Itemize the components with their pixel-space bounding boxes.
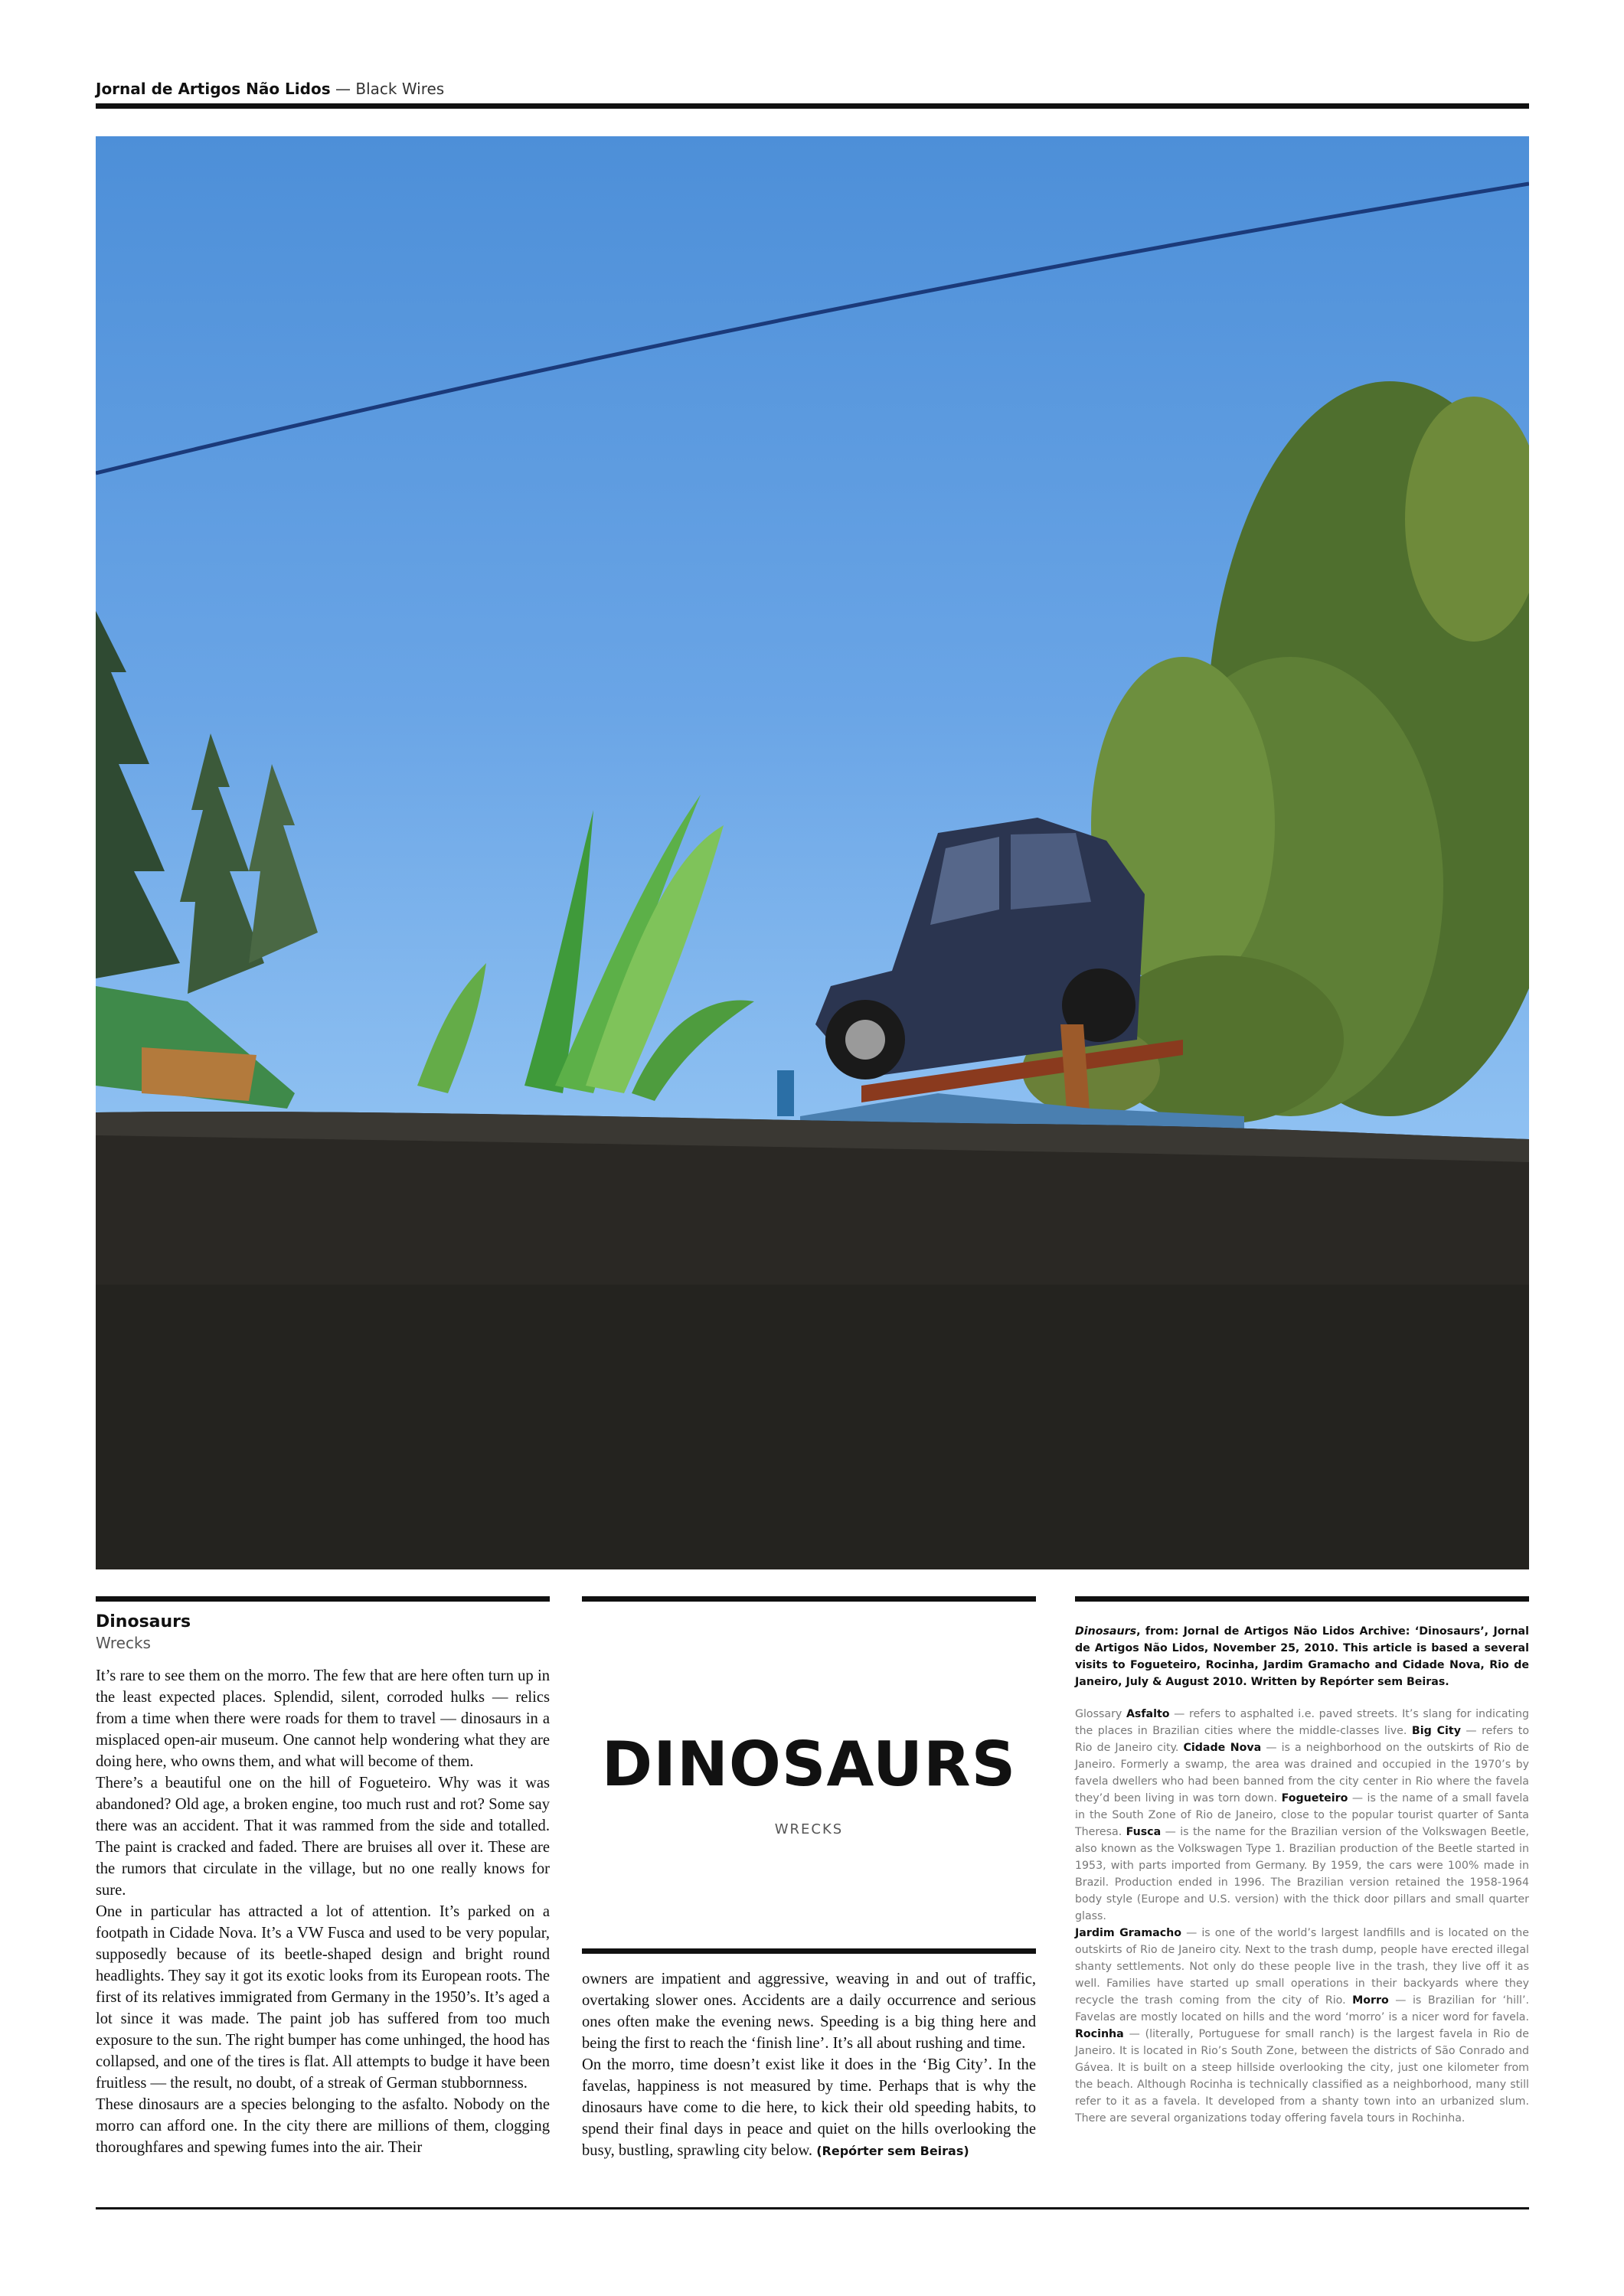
glossary-term: Cidade Nova [1183, 1742, 1262, 1754]
paragraph-with-signature [582, 2054, 1036, 2162]
glossary-definition: — is Brazilian for ‘hill’. Favelas are mostly located on hills and the word ‘morro’ is a nicer word for favela. [1075, 1994, 1529, 2023]
header-rule [96, 103, 1529, 109]
paragraph: It’s rare to see them on the morro. The few that are here often turn up in the least expected places. Splendid, silent, corroded hulks — relics from a time when there were roads for them to travel — dinosaurs in a misplaced open-air museum. One cannot help wondering what they are doing here, who owns them, and what will become of them. [96, 1667, 550, 1770]
article-title: DINOSAURS [601, 1729, 1017, 1800]
glossary-intro: Glossary [1075, 1708, 1122, 1720]
article-column-middle [582, 1968, 1036, 2162]
paragraph: One in particular has attracted a lot of attention. It’s parked on a footpath in Cidade Nova. It’s a VW Fusca and used to be very popular, supposedly because of its beetle-shaped design and bright round headlights. They say it got its exotic looks from its European roots. The first of its relatives immigrated from Germany in the 1950’s. It’s aged a lot since it was made. The paint job has suffered from too much exposure to the sun. The right bumper has come unhinged, the hood has collapsed, and one of the tires is flat. All attempts to budge it have been fruitless — the result, no doubt, of a streak of German stubbornness. [96, 1903, 550, 2092]
journal-name: Jornal de Artigos Não Lidos [96, 80, 331, 98]
glossary-definition: — refers to asphalted i.e. paved streets. It’s slang for indicating the places in Brazilian cities where the middle-classes live. [1075, 1708, 1529, 1737]
paragraph: On the morro, time doesn’t exist like it does in the ‘Big City’. In the favelas, happiness is not measured by time. Perhaps that is why the dinosaurs have come to die here, to kick their old speeding habits, to spend their final days in peace and quiet on the hills overlooking the busy, bustling, sprawling city below. [582, 2056, 1036, 2159]
column-rule-right [1075, 1596, 1529, 1602]
section-name: Black Wires [355, 80, 445, 98]
glossary-definition: — is the name of a small favela in the South Zone of Rio de Janeiro, close to the popular tourist quarter of Santa Theresa. [1075, 1792, 1529, 1838]
column-rule-left [96, 1596, 550, 1602]
glossary-definition: — is the name for the Brazilian version of the Volkswagen Beetle, also known as the Volkswagen Type 1. Brazilian production of the Beetle started in 1953, with parts imported from Germany. By 1959, the cars were 100% made in Brazil. Production ended in 1996. The Brazilian version retained the 1958-1964 body style (Europe and U.S. version) with the thick door pillars and small quarter glass. [1075, 1826, 1529, 1922]
article-column-left [96, 1612, 550, 2158]
glossary-term: Fusca [1126, 1826, 1162, 1838]
glossary-definition: — (literally, Portuguese for small ranch) is the largest favela in Rio de Janeiro. It is located in Rio’s South Zone, between the districts of São Conrado and Gávea. It is built on a steep hillside overlooking the city, just one kilometer from the beach. Although Rocinha is technically classified as a neighborhood, many still refer to it as a favela. It developed from a shanty town into an urbanized slum. There are several organizations today offering favela tours in Rochinha. [1075, 2028, 1529, 2125]
photo-car-on-wall-icon [96, 136, 1529, 1569]
hero-photo [96, 136, 1529, 1569]
author-signature: (Repórter sem Beiras) [816, 2144, 969, 2158]
glossary-definition: — is a neighborhood on the outskirts of Rio de Janeiro. Formerly a swamp, the area was drained and occupied in the 1970’s by favela dwellers who had been banned from the city center in Rio where the favela they’d been living in was torn down. [1075, 1742, 1530, 1804]
glossary-definition: — is one of the world’s largest landfills and is located on the outskirts of Rio de Janeiro city. Next to the trash dump, people have erected illegal shanty settlements. Not only do these people live in the trash, they live off it as well. Families have started up small operations in their backyards where they recycle the trash coming from the city of Rio. [1075, 1927, 1530, 2007]
glossary-block [1075, 1925, 1529, 2127]
column-rule-middle-lower [582, 1948, 1036, 1954]
credit-text: , from: Jornal de Artigos Não Lidos Archive: ‘Dinosaurs’, Jornal de Artigos Não Lidos, November 25, 2010. This article is based a several visits to Fogueteiro, Rocinha, Jardim Gramacho and Cidade Nova, Rio de Janeiro, July & August 2010. Written by Repórter sem Beiras. [1075, 1625, 1529, 1688]
glossary-definition: — refers to Rio de Janeiro city. [1075, 1725, 1529, 1754]
column-rule-middle [582, 1596, 1036, 1602]
article-kicker: Dinosaurs [96, 1612, 191, 1631]
paragraph: owners are impatient and aggressive, weaving in and out of traffic, overtaking slower ones. Accidents are a daily occurrence and serious ones often make the evening news. Speeding is a big thing here and being the first to reach the ‘finish line’. It’s all about rushing and time. [582, 1971, 1036, 2052]
glossary-term: Jardim Gramacho [1075, 1927, 1181, 1939]
header-separator: — [330, 80, 356, 98]
footer-rule [96, 2207, 1529, 2209]
article-kicker-sub: Wrecks [96, 1634, 151, 1652]
glossary-term: Big City [1411, 1725, 1461, 1737]
glossary-term: Fogueteiro [1281, 1792, 1348, 1804]
paragraph: These dinosaurs are a species belonging to the asfalto. Nobody on the morro can afford one. In the city there are millions of them, clogging thoroughfares and spewing fumes into the air. Their [96, 2096, 550, 2156]
article-credit [1075, 1623, 1529, 1690]
article-subtitle: WRECKS [774, 1821, 844, 1837]
article-body-left [96, 1665, 550, 2158]
article-body-middle [582, 1968, 1036, 2162]
glossary [1075, 1706, 1529, 2127]
notes-column-right [1075, 1623, 1529, 2127]
paragraph: There’s a beautiful one on the hill of Fogueteiro. Why was it was abandoned? Old age, a broken engine, too much rust and rot? Some say there was an accident. That it was rammed from the side and totalled. The paint is cracked and faded. There are bruises all over it. These are the rumors that circulate in the village, but no one really knows for sure. [96, 1775, 550, 1899]
title-block [582, 1726, 1036, 1837]
glossary-term: Asfalto [1126, 1708, 1170, 1720]
glossary-block [1075, 1706, 1529, 1925]
credit-title: Dinosaurs [1075, 1625, 1137, 1638]
glossary-term: Rocinha [1075, 2028, 1124, 2040]
glossary-term: Morro [1352, 1994, 1389, 2007]
